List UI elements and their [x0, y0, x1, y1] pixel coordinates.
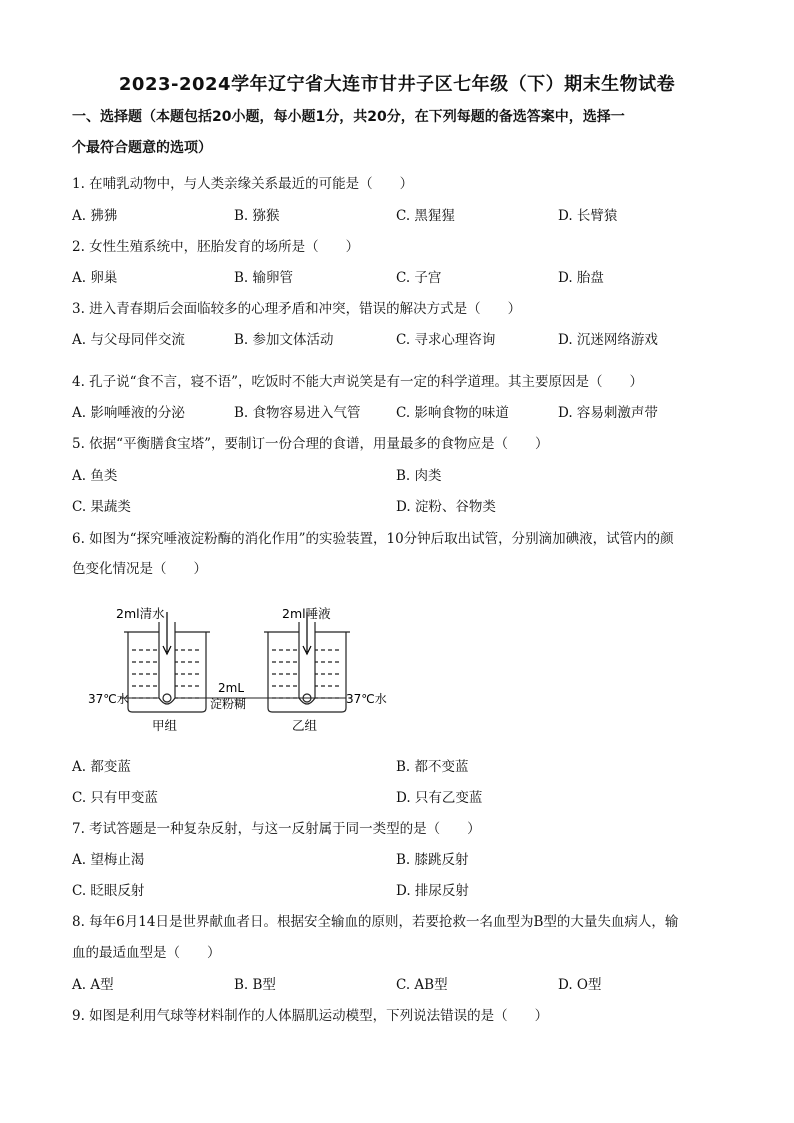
q6-option-b: B. 都不变蓝 — [396, 759, 469, 775]
q4-option-c: C. 影响食物的味道 — [396, 405, 509, 421]
label-group-yi: 乙组 — [292, 718, 318, 733]
label-2ml-saliva: 2ml唾液 — [282, 606, 331, 621]
label-37c-water-left: 37℃水 — [88, 692, 129, 706]
question-9-stem: 9. 如图是利用气球等材料制作的人体膈肌运动模型，下列说法错误的是（ ） — [72, 1008, 549, 1024]
q8-option-d: D. O型 — [558, 977, 602, 993]
label-group-jia: 甲组 — [152, 718, 178, 733]
q7-option-b: B. 膝跳反射 — [396, 852, 469, 868]
q8-option-a: A. A型 — [72, 977, 114, 993]
q4-option-a: A. 影响唾液的分泌 — [72, 405, 185, 421]
q3-option-d: D. 沉迷网络游戏 — [558, 332, 658, 348]
q2-option-a: A. 卵巢 — [72, 270, 118, 286]
q1-option-c: C. 黑猩猩 — [396, 208, 455, 224]
question-1-stem: 1. 在哺乳动物中，与人类亲缘关系最近的可能是（ ） — [72, 176, 414, 192]
question-8-stem-line1: 8. 每年6月14日是世界献血者日。根据安全输血的原则，若要抢救一名血型为B型的大量失血病人，输 — [72, 914, 679, 930]
q3-option-b: B. 参加文体活动 — [234, 332, 334, 348]
section-heading-line1: 一、选择题（本题包括20小题，每小题1分，共20分，在下列每题的备选答案中，选择一 — [72, 109, 625, 125]
question-6-stem-line2: 色变化情况是（ ） — [72, 561, 207, 577]
q8-option-b: B. B型 — [234, 977, 276, 993]
q4-option-d: D. 容易刺激声带 — [558, 405, 658, 421]
question-6-stem-line1: 6. 如图为“探究唾液淀粉酶的消化作用”的实验装置，10分钟后取出试管，分别滴加碘液，试管内的颜 — [72, 531, 674, 547]
q3-option-c: C. 寻求心理咨询 — [396, 332, 496, 348]
q8-option-c: C. AB型 — [396, 977, 448, 993]
label-starch-paste: 淀粉糊 — [210, 697, 247, 711]
page-title: 2023-2024学年辽宁省大连市甘井子区七年级（下）期末生物试卷 — [118, 74, 676, 95]
q7-option-c: C. 眨眼反射 — [72, 883, 145, 899]
section-heading-line2: 个最符合题意的选项） — [72, 140, 212, 156]
q2-option-c: C. 子宫 — [396, 270, 442, 286]
q5-option-c: C. 果蔬类 — [72, 499, 131, 515]
q4-option-b: B. 食物容易进入气管 — [234, 405, 361, 421]
test-tube-yi — [299, 612, 315, 704]
question-5-stem: 5. 依据“平衡膳食宝塔”，要制订一份合理的食谱，用量最多的食物应是（ ） — [72, 436, 549, 452]
q2-option-b: B. 输卵管 — [234, 270, 294, 286]
question-4-stem: 4. 孔子说“食不言，寝不语”，吃饭时不能大声说笑是有一定的科学道理。其主要原因是（ ） — [72, 374, 643, 390]
question-2-stem: 2. 女性生殖系统中，胚胎发育的场所是（ ） — [72, 239, 360, 255]
label-2ml: 2mL — [218, 681, 245, 695]
q6-option-c: C. 只有甲变蓝 — [72, 790, 158, 806]
question-8-stem-line2: 血的最适血型是（ ） — [72, 945, 221, 961]
q7-option-a: A. 望梅止渴 — [72, 852, 145, 868]
q6-option-d: D. 只有乙变蓝 — [396, 790, 483, 806]
label-37c-water-right: 37℃水 — [346, 692, 387, 706]
q5-option-a: A. 鱼类 — [72, 468, 118, 484]
q1-option-a: A. 狒狒 — [72, 208, 118, 224]
test-tube-jia — [159, 612, 175, 704]
q6-option-a: A. 都变蓝 — [72, 759, 131, 775]
q2-option-d: D. 胎盘 — [558, 270, 604, 286]
q5-option-b: B. 肉类 — [396, 468, 442, 484]
question-3-stem: 3. 进入青春期后会面临较多的心理矛盾和冲突，错误的解决方式是（ ） — [72, 301, 522, 317]
experiment-figure — [84, 600, 404, 740]
q1-option-d: D. 长臂猿 — [558, 208, 618, 224]
q7-option-d: D. 排尿反射 — [396, 883, 469, 899]
label-2ml-water: 2ml清水 — [116, 606, 165, 621]
q3-option-a: A. 与父母同伴交流 — [72, 332, 185, 348]
q5-option-d: D. 淀粉、谷物类 — [396, 499, 496, 515]
question-7-stem: 7. 考试答题是一种复杂反射，与这一反射属于同一类型的是（ ） — [72, 821, 481, 837]
q1-option-b: B. 猕猴 — [234, 208, 280, 224]
